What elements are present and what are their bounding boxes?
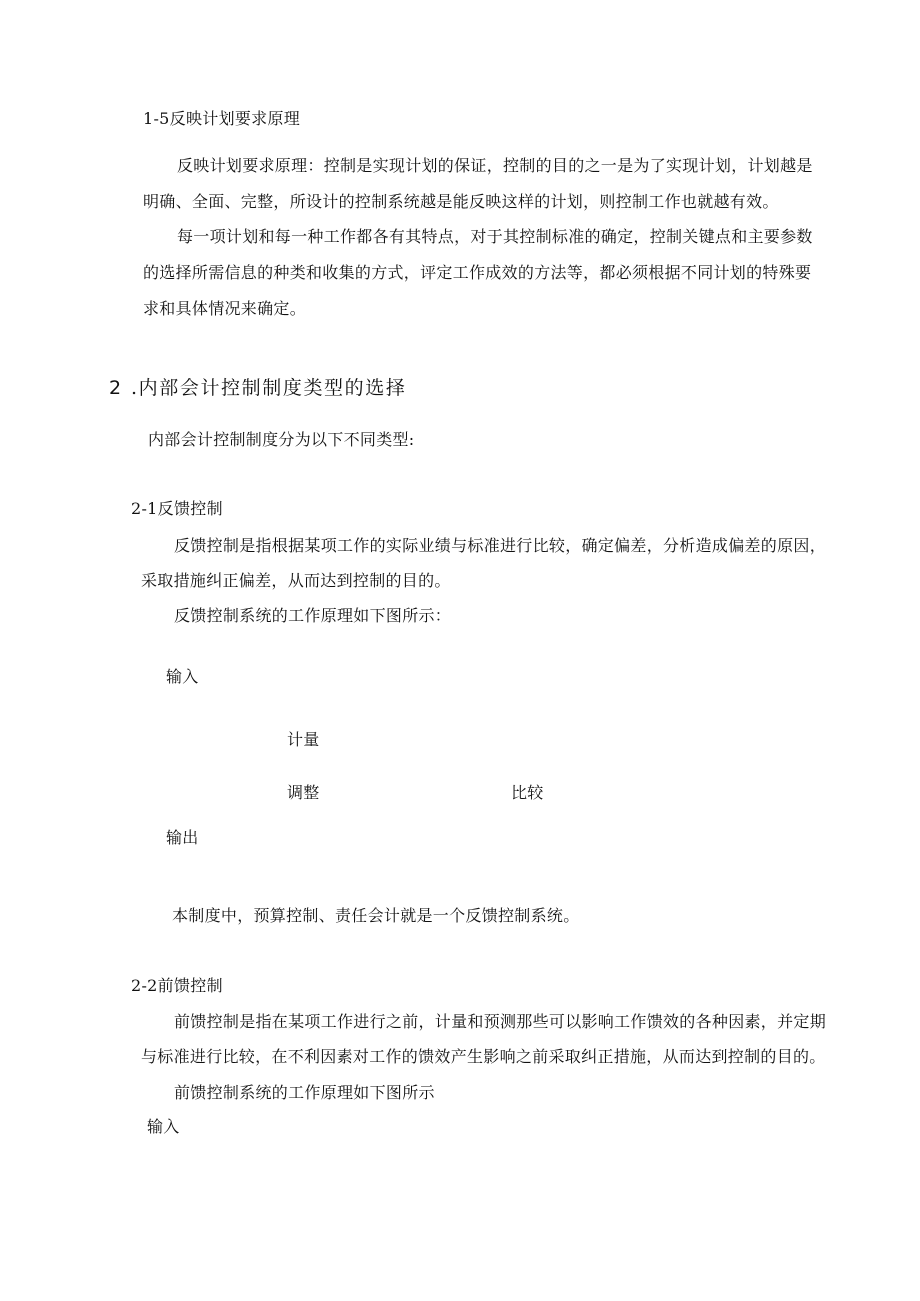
paragraph-line: 反馈控制系统的工作原理如下图所示： — [174, 606, 452, 625]
diagram-label-output: 输出 — [166, 828, 199, 847]
paragraph-line: 求和具体情况来确定。 — [143, 299, 307, 318]
paragraph-line: 与标准进行比较，在不利因素对工作的馈效产生影响之前采取纠正措施，从而达到控制的目的。 — [141, 1047, 826, 1066]
section-number-2: 2 — [109, 377, 123, 399]
diagram-label-input: 输入 — [166, 667, 199, 686]
section-heading-2-1: 2-1反馈控制 — [131, 499, 223, 518]
diagram-label-compare: 比较 — [511, 783, 544, 802]
paragraph-line: 前馈控制是指在某项工作进行之前，计量和预测那些可以影响工作馈效的各种因素，并定期 — [174, 1012, 827, 1031]
section-heading-1-5: 1-5反映计划要求原理 — [143, 109, 301, 128]
paragraph-line: 每一项计划和每一种工作都各有其特点，对于其控制标准的确定，控制关键点和主要参数 — [177, 227, 813, 246]
diagram-label-measure: 计量 — [287, 730, 320, 749]
paragraph-line: 明确、全面、完整，所设计的控制系统越是能反映这样的计划，则控制工作也就越有效。 — [143, 192, 779, 211]
paragraph-line: 采取措施纠正偏差，从而达到控制的目的。 — [141, 571, 451, 590]
section-title-2: .内部会计控制制度类型的选择 — [131, 377, 407, 399]
paragraph-line: 反馈控制是指根据某项工作的实际业绩与标准进行比较，确定偏差，分析造成偏差的原因， — [174, 536, 827, 555]
paragraph-line: 反映计划要求原理：控制是实现计划的保证，控制的目的之一是为了实现计划，计划越是 — [177, 156, 813, 175]
paragraph-line: 前馈控制系统的工作原理如下图所示 — [174, 1083, 435, 1102]
diagram-label-input: 输入 — [147, 1117, 180, 1136]
diagram-label-adjust: 调整 — [287, 783, 320, 802]
section-intro: 内部会计控制制度分为以下不同类型: — [148, 430, 415, 449]
paragraph-line: 的选择所需信息的种类和收集的方式，评定工作成效的方法等，都必须根据不同计划的特殊要 — [143, 263, 812, 282]
paragraph-line: 本制度中，预算控制、责任会计就是一个反馈控制系统。 — [172, 906, 580, 925]
section-heading-2-2: 2-2前馈控制 — [131, 976, 223, 995]
